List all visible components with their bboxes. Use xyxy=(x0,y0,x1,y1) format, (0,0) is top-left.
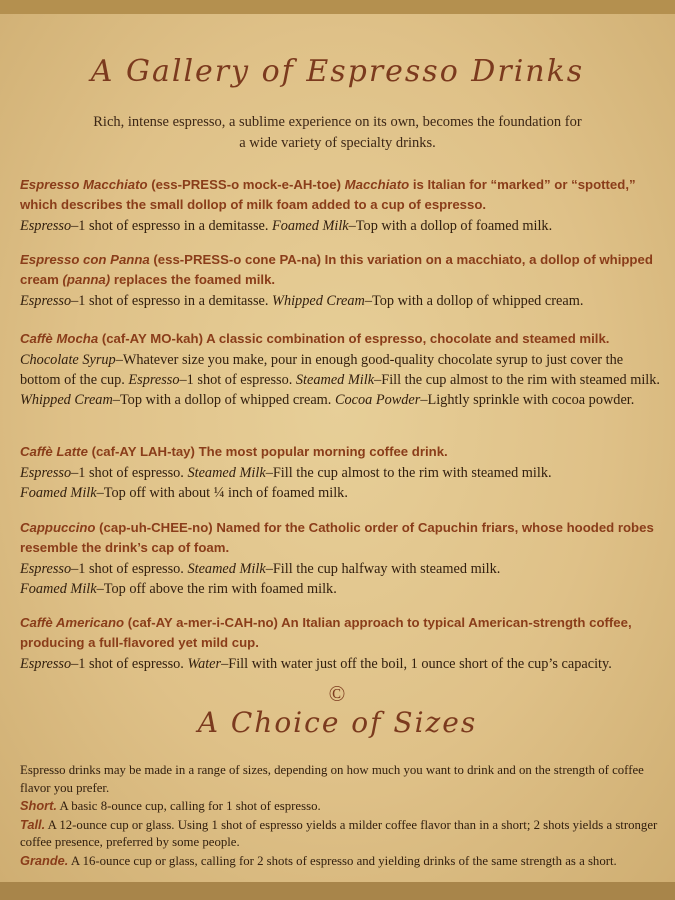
drink-pronunciation: (caf-AY LAH-tay) xyxy=(87,444,199,459)
drink-heading xyxy=(20,329,660,349)
size-item-grande xyxy=(20,852,665,871)
drink-description: An Italian approach to typical American-strength coffee, producing a full-flavored yet mild cup. xyxy=(20,615,632,650)
drink-name: Caffè Latte xyxy=(20,444,88,459)
drink-heading xyxy=(20,518,660,558)
drink-name: Caffè Americano xyxy=(20,615,125,630)
size-text: A 12-ounce cup or glass. Using 1 shot of espresso yields a milder coffee flavor than in a short; 2 shots yields a stronger coffee presence, preferred by some people. xyxy=(20,817,658,849)
size-name: Short. xyxy=(20,798,57,813)
drink-entry-espresso-con-panna xyxy=(20,250,660,311)
ingredient-text: –Top off above the rim with foamed milk. xyxy=(96,581,337,597)
drink-recipe xyxy=(20,654,660,674)
size-name: Grande. xyxy=(20,852,69,868)
drink-heading xyxy=(20,250,660,290)
drink-entry-espresso-macchiato xyxy=(20,175,660,236)
ingredient-label: Chocolate Syrup xyxy=(20,352,116,368)
intro-line-2: a wide variety of specialty drinks. xyxy=(239,135,436,151)
ingredient-text: –1 shot of espresso in a demitasse. xyxy=(71,218,273,234)
drink-description: A classic combination of espresso, chocolate and steamed milk. xyxy=(206,331,610,346)
drink-term: Macchiato xyxy=(344,177,410,192)
sizes-section xyxy=(20,762,665,870)
ingredient-label: Foamed Milk xyxy=(20,581,97,597)
intro-text xyxy=(40,112,635,154)
ingredient-label: Espresso xyxy=(20,561,72,577)
ingredient-label: Steamed Milk xyxy=(187,561,266,577)
ingredient-text: –1 shot of espresso. xyxy=(71,656,188,672)
swirl-ornament-icon: © xyxy=(328,681,346,706)
ingredient-text: –Fill the cup almost to the rim with steamed milk. xyxy=(374,372,660,388)
ingredient-label: Cocoa Powder xyxy=(334,392,421,408)
size-name: Tall. xyxy=(20,816,46,832)
ingredient-label: Espresso xyxy=(20,465,72,481)
ingredient-label: Whipped Cream xyxy=(272,293,365,309)
drink-term: (panna) xyxy=(62,272,111,287)
drink-heading xyxy=(20,175,660,215)
intro-line-1: Rich, intense espresso, a sublime experience on its own, becomes the foundation for xyxy=(93,114,582,130)
ingredient-text: –Whatever size you make, pour in enough good-quality chocolate syrup to just cover the bottom of the cup. xyxy=(20,352,624,388)
ingredient-text: –1 shot of espresso. xyxy=(179,372,296,388)
drink-name: Espresso con Panna xyxy=(20,252,150,267)
drink-pronunciation: (cap-uh-CHEE-no) xyxy=(95,520,217,535)
drink-description: The most popular morning coffee drink. xyxy=(198,444,448,459)
ingredient-label: Steamed Milk xyxy=(187,465,266,481)
drink-recipe xyxy=(20,350,660,410)
drink-entry-caffe-americano xyxy=(20,613,660,674)
size-item-tall xyxy=(20,816,665,852)
ingredient-label: Water xyxy=(187,656,222,672)
drink-entry-caffe-mocha xyxy=(20,329,660,410)
ingredient-label: Espresso xyxy=(128,372,180,388)
ingredient-label: Steamed Milk xyxy=(295,372,375,388)
size-item-short xyxy=(20,797,665,816)
drink-entry-caffe-latte xyxy=(20,442,660,503)
ingredient-label: Foamed Milk xyxy=(20,485,97,501)
page-title: A Gallery of Espresso Drinks xyxy=(90,54,585,89)
drink-entry-cappuccino xyxy=(20,518,660,599)
drink-recipe xyxy=(20,216,660,236)
drink-description-end: replaces the foamed milk. xyxy=(110,272,276,287)
ingredient-text: –Lightly sprinkle with cocoa powder. xyxy=(420,392,635,408)
drink-name: Caffè Mocha xyxy=(20,331,99,346)
sizes-intro: Espresso drinks may be made in a range of sizes, depending on how much you want to drink and on the strength of coffee flavor you prefer. xyxy=(20,763,644,795)
drink-pronunciation: (ess-PRESS-o mock-e-AH-toe) xyxy=(147,177,345,192)
drink-description: Named for the Catholic order of Capuchin friars, whose hooded robes resemble the drink’s cap of foam. xyxy=(20,520,654,555)
ingredient-text: –1 shot of espresso in a demitasse. xyxy=(71,293,273,309)
sizes-title: A Choice of Sizes xyxy=(197,706,478,739)
ingredient-text: –Fill with water just off the boil, 1 ounce short of the cup’s capacity. xyxy=(221,656,612,672)
drink-heading xyxy=(20,613,660,653)
ingredient-text: –Top off with about ¼ inch of foamed milk. xyxy=(96,485,348,501)
size-text: A basic 8-ounce cup, calling for 1 shot of espresso. xyxy=(56,799,321,813)
drink-pronunciation: (caf-AY a-mer-i-CAH-no) xyxy=(124,615,282,630)
size-text: A 16-ounce cup or glass, calling for 2 shots of espresso and yielding drinks of the same strength as a short. xyxy=(68,853,617,868)
ingredient-label: Espresso xyxy=(20,293,72,309)
ingredient-text: –Top with a dollop of whipped cream. xyxy=(112,392,335,408)
drink-description: In this variation on a macchiato, a dollop of whipped cream xyxy=(20,252,653,287)
ingredient-label: Foamed Milk xyxy=(272,218,349,234)
drink-recipe xyxy=(20,559,660,599)
drink-name: Cappuccino xyxy=(20,520,96,535)
ingredient-label: Whipped Cream xyxy=(20,392,113,408)
drink-recipe xyxy=(20,291,660,311)
ingredient-label: Espresso xyxy=(20,656,72,672)
drink-recipe xyxy=(20,463,660,503)
ingredient-text: –1 shot of espresso. xyxy=(71,465,188,481)
drink-pronunciation: (ess-PRESS-o cone PA-na) xyxy=(149,252,325,267)
drink-name: Espresso Macchiato xyxy=(20,177,148,192)
ingredient-text: –Top with a dollop of foamed milk. xyxy=(348,218,553,234)
ingredient-label: Espresso xyxy=(20,218,72,234)
drink-description: is Italian for “marked” or “spotted,” which describes the small dollop of milk foam added to a cup of espresso. xyxy=(20,177,636,212)
drink-pronunciation: (caf-AY MO-kah) xyxy=(98,331,207,346)
ingredient-text: –Fill the cup halfway with steamed milk. xyxy=(265,561,501,577)
ingredient-text: –Fill the cup almost to the rim with steamed milk. xyxy=(265,465,552,481)
ingredient-text: –1 shot of espresso. xyxy=(71,561,188,577)
drink-heading xyxy=(20,442,660,462)
ingredient-text: –Top with a dollop of whipped cream. xyxy=(364,293,584,309)
